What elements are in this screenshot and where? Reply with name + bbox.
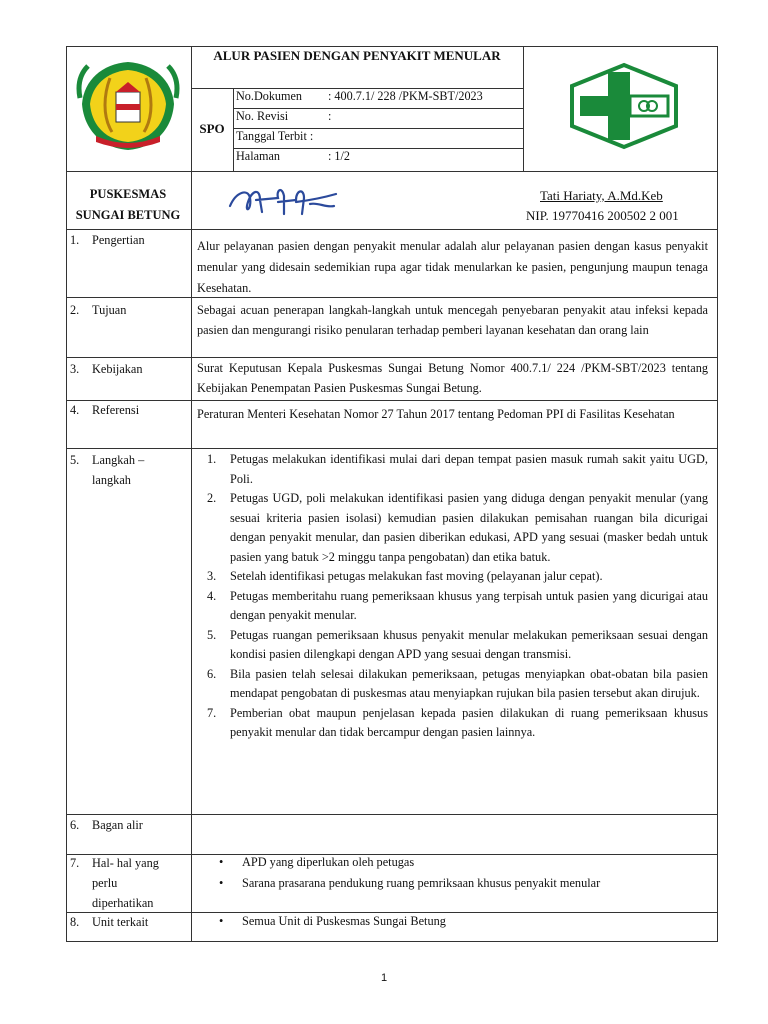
signer-name: Tati Hariaty, A.Md.Keb (540, 188, 663, 203)
meta-value: : 1/2 (328, 149, 351, 163)
section-number: 3. (70, 362, 80, 376)
meta-no-revisi (236, 107, 331, 125)
meta-value: : 400.7.1/ 228 /PKM-SBT/2023 (328, 89, 483, 103)
puskesmas-name: PUSKESMAS SUNGAI BETUNG (75, 187, 181, 222)
meta-no-dokumen (236, 87, 483, 105)
section-number: 5. (70, 453, 80, 467)
list-item: 4. Petugas memberitahu ruang pemeriksaan khusus yang terpisah untuk pasien yang dicurigai atau dengan penyakit menular. (207, 588, 708, 622)
section-label-hal-hal (70, 853, 186, 913)
section-number: 4. (70, 403, 80, 417)
note-text: Sarana prasarana pendukung ruang pemriksaan khusus penyakit menular (242, 876, 601, 890)
units-list (197, 911, 708, 932)
list-item: 3. Setelah identifikasi petugas melakukan fast moving (pelayanan jalur cepat). (207, 569, 603, 583)
section-label-pengertian (70, 230, 186, 250)
section-text-kebijakan: Surat Keputusan Kepala Puskesmas Sungai Betung Nomor 400.7.1/ 224 /PKM-SBT/2023 tentang Kebijakan Penempatan Pasien Puskesmas Sungai Betung. (197, 361, 708, 395)
meta-halaman (236, 147, 350, 165)
section-number: 6. (70, 818, 80, 832)
health-cross-icon (568, 62, 680, 150)
section-text-pengertian: Alur pelayanan pasien dengan penyakit menular adalah alur pelayanan pasien dengan kasus penyakit menular yang didesain sedemikian rupa agar tidak menularkan ke pasien, pengunjung maupun tenaga Kesehatan. (197, 239, 708, 295)
section-text-referensi: Peraturan Menteri Kesehatan Nomor 27 Tahun 2017 tentang Pedoman PPI di Fasilitas Kesehatan (197, 407, 675, 421)
step-text: Petugas ruangan pemeriksaan khusus penyakit menular melakukan pemeriksaan sesuai dengan kondisi pasien dilengkapi dengan APD yang sesuai dengan transmisi. (230, 627, 708, 661)
signer-nip: NIP. 19770416 200502 2 001 (526, 208, 679, 223)
regional-emblem-icon (76, 58, 180, 154)
section-label-tujuan (70, 300, 186, 320)
section-label: Pengertian (92, 233, 145, 247)
section-number: 7. (70, 856, 80, 870)
section-label-langkah (70, 450, 186, 490)
meta-key: No.Dokumen (236, 89, 303, 103)
step-text: Pemberian obat maupun penjelasan kepada pasien dilakukan di ruang pemeriksaan khusus penyakit menular dan tidak bercampur dengan pasien lainnya. (230, 705, 708, 739)
meta-key: No. Revisi (236, 109, 289, 123)
list-item: • APD yang diperlukan oleh petugas (219, 855, 415, 869)
steps-list (197, 450, 708, 743)
section-label: Referensi (92, 403, 140, 417)
section-number: 1. (70, 233, 80, 247)
section-number: 2. (70, 303, 80, 317)
step-text: Petugas UGD, poli melakukan identifikasi pasien yang diduga dengan penyakit menular (yang sesuai kriteria pasien isolasi) kemudian pasien dilakukan pemisahan ruangan bila dicurigai dengan penyakit menular, dan pasien diberikan edukasi, APD yang sesuai (masker bedah untuk pasien yang batuk >2 minggu tanpa pengobatan) dan etika batuk. (230, 491, 708, 564)
meta-key: Halaman (236, 149, 280, 163)
list-item: 1. Petugas melakukan identifikasi mulai dari depan tempat pasien masuk rumah sakit yaitu UGD, Poli. (207, 452, 708, 486)
signature-icon (226, 180, 346, 220)
section-label-referensi (70, 400, 186, 420)
section-number: 8. (70, 915, 80, 929)
section-label: Kebijakan (92, 362, 143, 376)
list-item: • Sarana prasarana pendukung ruang pemriksaan khusus penyakit menular (219, 876, 601, 890)
page-number: 1 (380, 972, 388, 984)
spo-label: SPO (199, 121, 225, 136)
section-text-tujuan: Sebagai acuan penerapan langkah-langkah untuk mencegah penyebaran penyakit atau infeksi kepada pasien dan mengurangi risiko penularan terhadap pemberi layanan kesehatan dan orang lain (197, 303, 708, 337)
section-label: Hal- hal yang perlu diperhatikan (92, 856, 159, 910)
meta-tanggal-terbit (236, 127, 313, 145)
list-item: 2. Petugas UGD, poli melakukan identifikasi pasien yang diduga dengan penyakit menular (yang sesuai kriteria pasien isolasi) kemudian pasien dilakukan pemisahan ruangan bila dicurigai dengan penyakit menular, dan pasien diberikan edukasi, APD yang sesuai (masker bedah untuk pasien yang batuk >2 minggu tanpa pengobatan) dan etika batuk. (207, 491, 708, 564)
list-item: • Semua Unit di Puskesmas Sungai Betung (219, 914, 446, 928)
meta-key: Tanggal Terbit (236, 129, 307, 143)
step-text: Bila pasien telah selesai dilakukan pemeriksaan, petugas menyiapkan obat-obatan bila pasien mendapat pengobatan di puskesmas atau menyiapkan rujukan bila pasien tersebut akan dirujuk. (230, 666, 708, 700)
step-text: Petugas melakukan identifikasi mulai dari depan tempat pasien masuk rumah sakit yaitu UGD, Poli. (230, 452, 708, 486)
meta-value: : (309, 129, 314, 143)
list-item: 6. Bila pasien telah selesai dilakukan pemeriksaan, petugas menyiapkan obat-obatan bila pasien mendapat pengobatan di puskesmas atau menyiapkan rujukan bila pasien tersebut akan dirujuk. (207, 666, 708, 700)
section-label: Unit terkait (92, 915, 149, 929)
list-item: 7. Pemberian obat maupun penjelasan kepada pasien dilakukan di ruang pemeriksaan khusus penyakit menular dan tidak bercampur dengan pasien lainnya. (207, 705, 708, 739)
meta-value: : (328, 109, 332, 123)
list-item: 5. Petugas ruangan pemeriksaan khusus penyakit menular melakukan pemeriksaan sesuai dengan kondisi pasien dilengkapi dengan APD yang sesuai dengan transmisi. (207, 627, 708, 661)
section-label: Langkah – langkah (92, 453, 145, 487)
section-label: Bagan alir (92, 818, 143, 832)
step-text: Petugas memberitahu ruang pemeriksaan khusus yang terpisah untuk pasien yang dicurigai atau dengan penyakit menular. (230, 588, 708, 622)
note-text: APD yang diperlukan oleh petugas (242, 855, 415, 869)
unit-text: Semua Unit di Puskesmas Sungai Betung (242, 914, 446, 928)
section-label-bagan-alir (70, 815, 186, 835)
document-title: ALUR PASIEN DENGAN PENYAKIT MENULAR (213, 48, 501, 63)
step-text: Setelah identifikasi petugas melakukan fast moving (pelayanan jalur cepat). (230, 569, 603, 583)
section-label-kebijakan (70, 359, 186, 379)
section-label: Tujuan (92, 303, 127, 317)
notes-list (197, 852, 708, 894)
section-label-unit-terkait (70, 912, 186, 932)
